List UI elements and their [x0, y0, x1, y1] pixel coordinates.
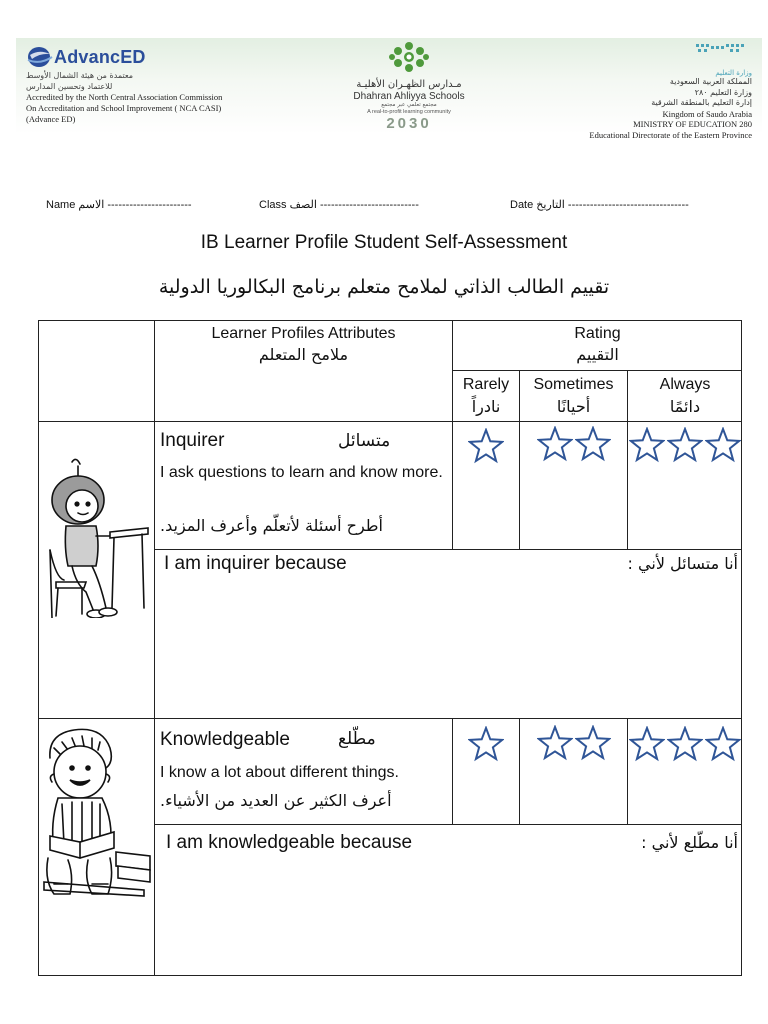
advanced-arabic-line-2: للاعتماد وتحسين المدارس: [26, 82, 113, 91]
page-title-arabic: تقييم الطالب الذاتي لملامح متعلم برنامج البكالوريا الدولية: [158, 276, 610, 298]
because-prompt-inquirer-ar: أنا متسائل لأني :: [627, 554, 738, 573]
ministry-block: [502, 42, 752, 140]
advanced-english-line-2: On Accreditation and School Improvement ( NCA CASI): [26, 103, 222, 113]
col-divider-picture: [154, 320, 155, 976]
advanced-arabic-line-1: معتمدة من هيئة الشمال الأوسط: [26, 71, 134, 80]
because-prompt-knowledgeable: I am knowledgeable because: [166, 832, 413, 853]
row-divider-inquirer-because: [154, 549, 742, 550]
attribute-desc-inquirer-ar: أطرح أسئلة لأتعلّم وأعرف المزيد.: [160, 516, 383, 535]
attribute-name-inquirer-ar: متسائل: [338, 431, 391, 451]
ministry-logo: [690, 42, 752, 69]
date-field[interactable]: Date التاريخ ---------------------------------: [510, 199, 689, 211]
star-icon: [468, 726, 504, 762]
school-tagline-arabic: مجتمع تعلمي عبر مجتمع: [381, 102, 437, 108]
advanced-accreditation-block: [26, 44, 326, 125]
ministry-arabic-line-3: إدارة التعليم بالمنطقة الشرقية: [651, 98, 752, 107]
attribute-desc-inquirer: I ask questions to learn and know more.: [160, 464, 443, 481]
header-rating-en: Rating: [574, 325, 621, 342]
rating-rarely-knowledgeable[interactable]: [453, 726, 519, 762]
attribute-name-knowledgeable-ar: مطّلع: [338, 729, 376, 749]
rating-rarely-inquirer[interactable]: [453, 428, 519, 464]
because-prompt-knowledgeable-ar: أنا مطّلع لأني :: [641, 833, 738, 852]
advanced-english-line-3: (Advance ED): [26, 114, 76, 124]
star-icon: [575, 426, 611, 462]
ministry-mark-label: وزارة التعليم: [715, 69, 752, 77]
rating-always-knowledgeable[interactable]: [628, 726, 742, 762]
attribute-name-inquirer: Inquirer: [160, 430, 225, 451]
student-reading-illustration: [40, 724, 152, 909]
row-divider-header: [38, 421, 742, 422]
advanced-logo: [26, 44, 326, 70]
header-banner: [16, 38, 762, 140]
rating-sometimes-knowledgeable[interactable]: [520, 725, 627, 761]
header-attributes-ar: ملامح المتعلم: [258, 345, 349, 364]
star-icon: [629, 427, 665, 463]
name-field[interactable]: Name الاسم -----------------------: [46, 199, 192, 211]
rating-sometimes-inquirer[interactable]: [520, 426, 627, 462]
class-field[interactable]: Class الصف ---------------------------: [259, 199, 419, 211]
school-arabic-name: مـدارس الظهـران الأهليـة: [356, 79, 462, 90]
row-divider-knowledgeable: [38, 718, 742, 719]
ministry-english-line-2: MINISTRY OF EDUCATION 280: [633, 119, 752, 129]
star-icon: [468, 428, 504, 464]
globe-icon: [26, 45, 54, 69]
star-icon: [575, 725, 611, 761]
school-logo-block: [334, 40, 484, 131]
header-rating-ar: التقييم: [576, 345, 619, 364]
ministry-english-line-3: Educational Directorate of the Eastern Province: [589, 129, 752, 140]
level-rarely-ar: نادراً: [471, 397, 501, 416]
student-at-desk-icon: [42, 458, 150, 618]
because-prompt-inquirer: I am inquirer because: [164, 553, 347, 574]
answer-area-inquirer[interactable]: [158, 582, 738, 714]
row-divider-knowledgeable-because: [154, 824, 742, 825]
header-attributes-en: Learner Profiles Attributes: [211, 325, 396, 342]
star-icon: [667, 427, 703, 463]
star-icon: [705, 427, 741, 463]
ministry-english-line-1: Kingdom of Saudo Arabia: [662, 108, 752, 119]
ministry-arabic-line-2: وزارة التعليم ٢٨٠: [694, 87, 752, 97]
answer-area-knowledgeable[interactable]: [158, 860, 738, 972]
rating-always-inquirer[interactable]: [628, 427, 742, 463]
row-divider-rating-levels: [452, 370, 742, 371]
student-at-desk-illustration: [42, 458, 150, 623]
student-info-line: [0, 198, 768, 216]
level-always-en: Always: [659, 376, 711, 393]
star-icon: [537, 426, 573, 462]
ministry-dots-icon: [690, 42, 752, 64]
school-english-name: Dhahran Ahliyya Schools: [353, 91, 465, 102]
level-always-ar: دائمًا: [669, 397, 701, 416]
advanced-brand: AdvancED: [54, 46, 146, 67]
school-flower-logo-icon: [383, 40, 435, 74]
self-assessment-table: [38, 320, 742, 976]
level-sometimes-ar: أحيانًا: [556, 397, 591, 416]
star-icon: [629, 726, 665, 762]
page-title-english: IB Learner Profile Student Self-Assessment: [200, 232, 568, 253]
advanced-english-line-1: Accredited by the North Central Association Commission: [26, 92, 223, 102]
school-tagline-english: A real-to-profit learning community: [367, 109, 451, 115]
student-reading-icon: [40, 724, 152, 904]
attribute-desc-knowledgeable-ar: أعرف الكثير عن العديد من الأشياء.: [160, 791, 392, 810]
level-rarely-en: Rarely: [462, 376, 510, 393]
star-icon: [537, 725, 573, 761]
vision-2030-logo: 2030: [386, 115, 432, 132]
attribute-name-knowledgeable: Knowledgeable: [160, 729, 290, 750]
level-sometimes-en: Sometimes: [533, 376, 614, 393]
ministry-arabic-line-1: المملكة العربية السعودية: [669, 77, 752, 86]
star-icon: [667, 726, 703, 762]
attribute-desc-knowledgeable: I know a lot about different things.: [160, 764, 399, 781]
star-icon: [705, 726, 741, 762]
